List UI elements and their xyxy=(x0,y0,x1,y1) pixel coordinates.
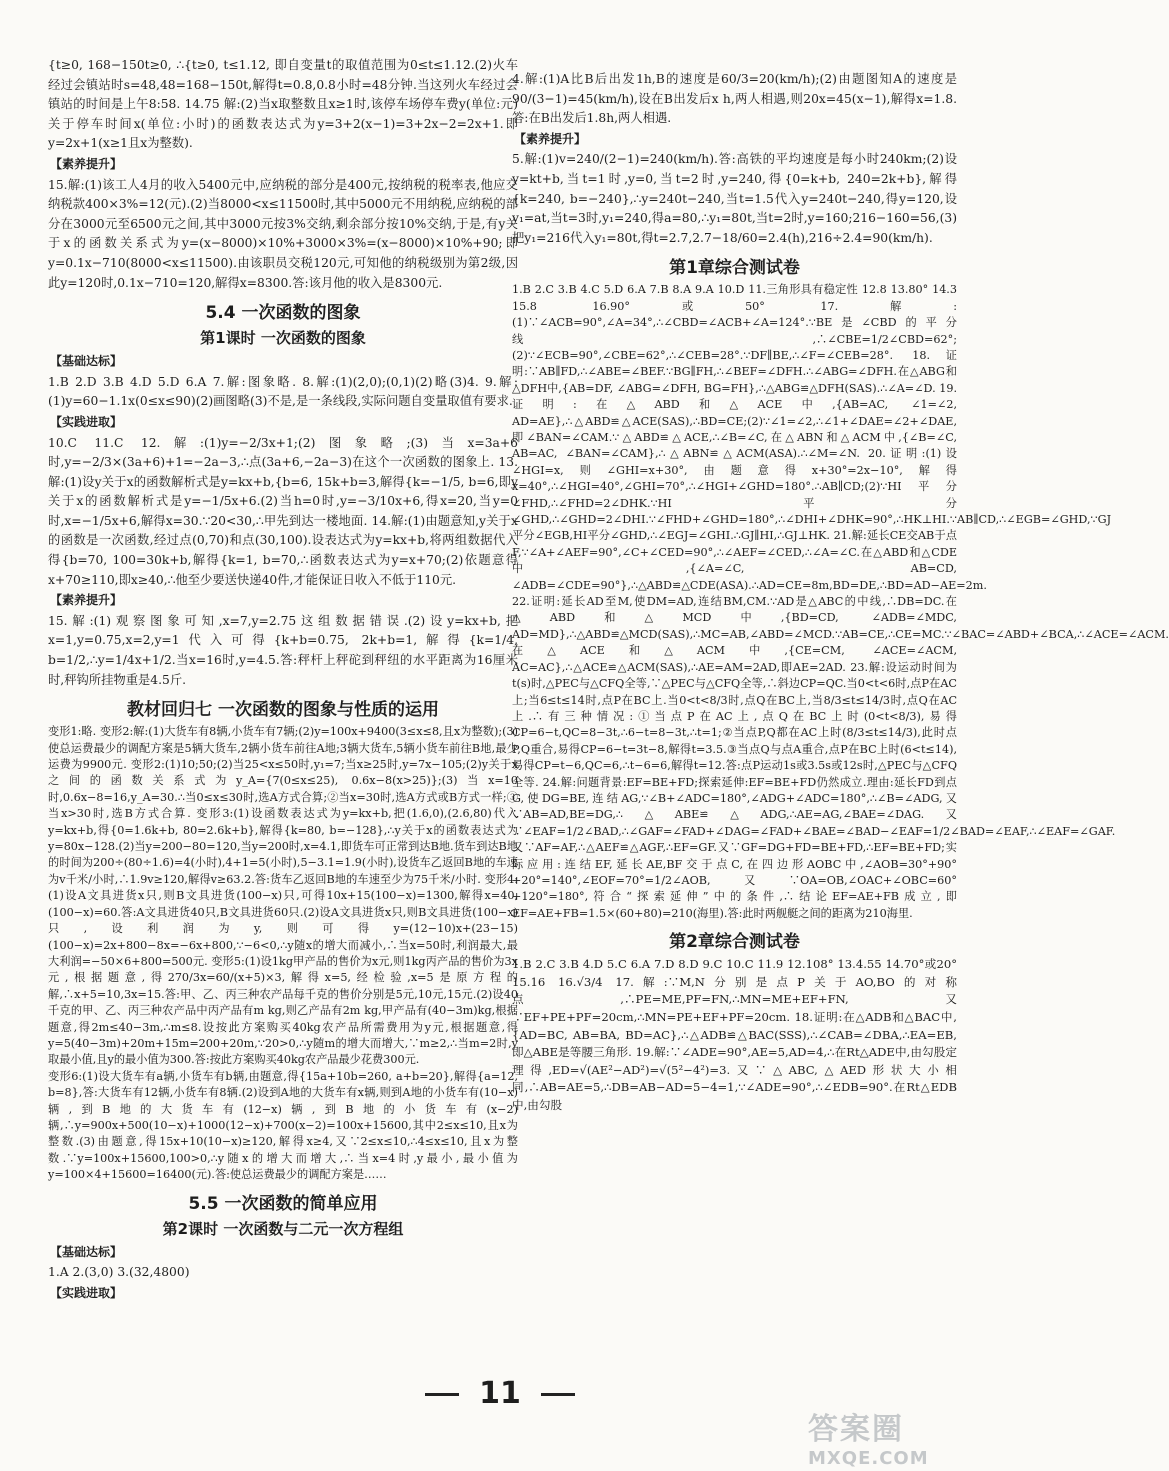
section-tag: 【 基础达标 】 xyxy=(48,352,124,372)
section-tag: 【 素养提升 】 xyxy=(48,591,124,611)
answer-block: 10.C 11.C 12.解:(1)y=−2/3x+1;(2)图象略;(3)当x=3a+6时,y=−2/3×(3a+6)+1=−2a−3,∴点(3a+6,−2a−3)在这个一次函数的图象上. 13.解:(1)设y关于x的函数解析式是y=kx+b,{b=6, 15k+b=3,解得{k=−1/5, b=6,即y关于x的函数解析式是y=−1/5x+6.(2)当h=0时,y=−3/10x+6,得x=20,当y=0时,x=−1/5x+6,解得x=30.∵20<30,∴甲先到达一楼地面. 14.解:(1)由题意知,y关于x的函数是一次函数,经过点(0,70)和点(30,100).设表达式为y=kx+b,将两组数据代入得{b=70, 100=30k+b,解得{k=1, b=70,∴函数表达式为y=x+70;(2)依题意得x+70≥110,即x≥40,∴他至少要送快递40件,才能保证日收入不低于110元. xyxy=(48,435,518,587)
dash-right xyxy=(541,1393,575,1396)
section-title: 5.4 一次函数的图象 xyxy=(205,303,361,324)
page-number-text: 11 xyxy=(479,1376,521,1411)
section-tag: 【 素养提升 】 xyxy=(48,155,124,175)
lesson-title: 第1课时 一次函数的图象 xyxy=(200,329,366,348)
section-title: 第2章综合测试卷 xyxy=(669,932,800,953)
left-column xyxy=(48,56,518,1304)
dash-left xyxy=(425,1393,459,1396)
watermark-logo: 答案圈 xyxy=(808,1412,904,1447)
section-title: 第1章综合测试卷 xyxy=(669,258,800,279)
answer-block: 1.A 2.(3,0) 3.(32,4800) xyxy=(48,1265,190,1280)
answer-block: 15.解:(1)该工人4月的收入5400元中,应纳税的部分是400元,按纳税的税率表,他应交纳税款400×3%=12(元).(2)当8000<x≤11500时,其中5000元不用纳税,应纳税的部分在3000元至6500元之间,其中3000元按3%交纳,剩余部分按10%交纳,于是,有y关于x的函数关系式为y=(x−8000)×10%+3000×3%=(x−8000)×10%+90;即y=0.1x−710(8000<x≤11500).由该职员交税120元,可知他的纳税级别为第2级,因此y=120时,0.1x−710=120,解得x=8300.答:该月他的收入是8300元. xyxy=(48,177,518,290)
answer-block: 变形1:略. 变形2:解:(1)大货车有8辆,小货车有7辆;(2)y=100x+9400(3≤x≤8,且x为整数);(3)使总运费最少的调配方案是5辆大货车,2辆小货车前往A地;3辆大货车,5辆小货车前往B地,最少运费为9900元. 变形2:(1)10;50;(2)当25<x≤50时,y₁=7;当x≥25时,y=7x−105;(2)y关于x之间的函数关系式为y_A={7(0≤x≤25), 0.6x−8(x>25)};(3)当x=10时,0.6x−8=16,y_A=30.∴当0≤x≤30时,选A方式合算;②当x=30时,选A方式或B方式一样;③当x>30时,选B方式合算. 变形3:(1)设函数表达式为y=kx+b,把(1.6,0),(2.6,80)代入y=kx+b,得{0=1.6k+b, 80=2.6k+b},解得{k=80, b=−128},∴y关于x的函数表达式为y=80x−128.(2)当y=200−80=120,当y=200时,x=4.1,即货车可正常到达B地.货车到达B地的时间为200÷(80÷1.6)=4(小时),4+1=5(小时),5−3.1=1.9(小时),设货车乙返回B地的车速为v千米/小时,∴1.9v≥120,解得v≥63.2.答:货车乙返回B地的车速至少为75千米/小时. 变形4:(1)设A文具进货x只,则B文具进货(100−x)只,可得10x+15(100−x)=1300,解得x=40,(100−x)=60.答:A文具进货40只,B文具进货60只.(2)设A文具进货x只,则B文具进货(100−x)只,设利润为y,则可得y=(12−10)x+(23−15)(100−x)=2x+800−8x=−6x+800,∵−6<0,∴y随x的增大而减小,∴当x=50时,利润最大,最大利润=−50×6+800=500元. 变形5:(1)设1kg甲产品的售价为x元,则1kg丙产品的售价为3x元,根据题意,得270/3x=60/(x+5)×3,解得x=5,经检验,x=5是原方程的解,∴x+5=10,3x=15.答:甲、乙、丙三种农产品每千克的售价分别是5元,10元,15元.(2)设40千克的甲、乙、丙三种农产品中丙产品有m kg,则乙产品有2m kg,甲产品有(40−3m)kg,根据题意,得2m≤40−3m,∴m≤8.设按此方案购买40kg农产品所需费用为y元,根据题意,得y=5(40−3m)+20m+15m=200+20m,∵20>0,∴y随m的增大而增大,∵m≥2,∴当m=2时,y取最小值,且y的最小值为300.答:按此方案购买40kg农产品最少花费300元. xyxy=(48,725,518,1067)
answer-block: 变形6:(1)设大货车有a辆,小货车有b辆,由题意,得{15a+10b=260, a+b=20},解得{a=12, b=8},答:大货车有12辆,小货车有8辆.(2)设到A地的大货车有x辆,则到A地的小货车有(10−x)辆,到B地的大货车有(12−x)辆,到B地的小货车有(x−2)辆,∴y=900x+500(10−x)+1000(12−x)+700(x−2)=100x+15600,其中2≤x≤10,且x为整数.(3)由题意,得15x+10(10−x)≥120,解得x≥4,又∵2≤x≤10,∴4≤x≤10,且x为整数.∵y=100x+15600,100>0,∴y随x的增大而增大,∴当x=4时,y最小,最小值为y=100×4+15600=16400(元).答:使总运费最少的调配方案是…… xyxy=(48,1069,518,1182)
section-title: 教材回归七 一次函数的图象与性质的运用 xyxy=(127,700,439,721)
answer-block: 1.B 2.C 3.B 4.C 5.D 6.A 7.B 8.A 9.A 10.D 11.三角形具有稳定性 12.8 13.80° 14.3 15.8 16.90°或50° 17.解:(1)∵∠ACB=90°,∠A=34°,∴∠CBD=∠ACB+∠A=124°.∵BE是∠CBD的平分线,∴∠CBE=1/2∠CBD=62°;(2)∵∠ECB=90°,∠CBE=62°,∴∠CEB=28°.∵DF∥BE,∴∠F=∠CEB=28°. 18.证明:∵AB∥FD,∴∠ABE=∠BEF.∵BG∥FH,∴∠BEF=∠DFH.∴∠ABG=∠DFH.在△ABG和△DFH中,{AB=DF, ∠ABG=∠DFH, BG=FH},∴△ABG≌△DFH(SAS).∴∠A=∠D. 19.证明:在△ABD和△ACE中,{AB=AC, ∠1=∠2, AD=AE},∴△ABD≌△ACE(SAS),∴BD=CE;(2)∵∠1=∠2,∴∠1+∠DAE=∠2+∠DAE,即∠BAN=∠CAM.∵△ABD≌△ACE,∴∠B=∠C,在△ABN和△ACM中,{∠B=∠C, AB=AC, ∠BAN=∠CAM},∴△ABN≌△ACM(ASA).∴∠M=∠N. 20.证明:(1)设∠HGI=x,则∠GHI=x+30°,由题意得x+30°=2x−10°,解得x=40°,∴∠HGI=40°,∠GHI=70°,∴∠HGI+∠GHD=180°.∴AB∥CD;(2)∵HI平分∠FHD,∴∠FHD=2∠DHK.∵HI平分∠GHD,∴∠GHD=2∠DHI.∵∠FHD+∠GHD=180°,∴∠DHI+∠DHK=90°,∴HK⊥HI.∵AB∥CD,∴∠EGB=∠GHD,∵GJ平分∠EGB,HI平分∠GHD,∴∠EGJ=∠GHI.∴GJ∥HI,∴GJ⊥HK. 21.解:延长CE交AB于点F,∵∠A+∠AEF=90°,∠C+∠CED=90°,∴∠AEF=∠CED,∴∠A=∠C.在△ABD和△CDE中,{∠A=∠C, AB=CD, ∠ADB=∠CDE=90°},∴△ABD≌△CDE(ASA).∴AD=CE=8m,BD=DE,∴BD=AD−AE=2m. 22.证明:延长AD至M,使DM=AD,连结BM,CM.∵AD是△ABC的中线,∴DB=DC.在△ABD和△MCD中,{BD=CD, ∠ADB=∠MDC, AD=MD},∴△ABD≌△MCD(SAS),∴MC=AB,∠ABD=∠MCD.∵AB=CE,∴CE=MC.∵∠BAC=∠ABD+∠BCA,∴∠ACE=∠ACM.在△ACE和△ACM中,{CE=CM, ∠ACE=∠ACM, AC=AC},∴△ACE≌△ACM(SAS),∴AE=AM=2AD,即AE=2AD. 23.解:设运动时间为t(s)时,△PEC与△CFQ全等,∵△PEC与△CFQ全等,∴斜边CP=QC.当0<t<6时,点P在AC上;当6≤t≤14时,点P在BC上.当0<t<8/3时,点Q在BC上,当8/3≤t≤14/3时,点Q在AC上.∴有三种情况:①当点P在AC上,点Q在BC上时(0<t<8/3),易得CP=6−t,QC=8−3t,∴6−t=8−3t,∴t=1;②当点P,Q都在AC上时(8/3≤t≤14/3),此时点P,Q重合,易得CP=6−t=3t−8,解得t=3.5.③当点Q与点A重合,点P在BC上时(6<t≤14),易得CP=t−6,QC=6,∴t−6=6,解得t=12.答:点P运动1s或3.5s或12s时,△PEC与△CFQ全等. 24.解:问题背景:EF=BE+FD;探索延伸:EF=BE+FD仍然成立.理由:延长FD到点G,使DG=BE,连结AG,∵∠B+∠ADC=180°,∠ADG+∠ADC=180°,∴∠B=∠ADG,又∵AB=AD,BE=DG,∴△ABE≌△ADG,∴AE=AG,∠BAE=∠DAG.又∵∠EAF=1/2∠BAD,∴∠GAF=∠FAD+∠DAG=∠FAD+∠BAE=∠BAD−∠EAF=1/2∠BAD=∠EAF,∴∠EAF=∠GAF.又∵AF=AF,∴△AEF≌△AGF,∴EF=GF.又∵GF=DG+FD=BE+FD,∴EF=BE+FD;实际应用:连结EF,延长AE,BF交于点C,在四边形AOBC中,∠AOB=30°+90°+20°=140°,∠EOF=70°=1/2∠AOB,又∵OA=OB,∠OAC+∠OBC=60°+120°=180°,符合“探索延伸”中的条件,∴结论EF=AE+FB成立,即EF=AE+FB=1.5×(60+80)=210(海里).答:此时两舰艇之间的距离为210海里. xyxy=(512,283,1169,920)
answer-block: 15.解:(1)观察图象可知,x=7,y=2.75这组数据错误.(2)设y=kx+b,把x=1,y=0.75,x=2,y=1代入可得{k+b=0.75, 2k+b=1,解得{k=1/4, b=1/2,∴y=1/4x+1/2.当x=16时,y=4.5.答:秤杆上秤砣到秤纽的水平距离为16厘米时,秤钩所挂物重是4.5斤. xyxy=(48,613,518,687)
answer-block: 5.解:(1)v=240/(2−1)=240(km/h).答:高铁的平均速度是每小时240km;(2)设y=kt+b,当t=1时,y=0,当t=2时,y=240,得{0=k+b, 240=2k+b},解得{k=240, b=−240},∴y=240t−240,当t=1.5代入y=240t−240,得y=120,设y₁=at,当t=3时,y₁=240,得a=80,∴y₁=80t,当t=2时,y=160;216−160=56,(3)把y₁=216代入y₁=80t,得t=2.7,2.7−18/60=2.4(h),216÷2.4=90(km/h). xyxy=(512,152,957,245)
answer-block: 1.B 2.C 3.B 4.D 5.C 6.A 7.D 8.D 9.C 10.C 11.9 12.108° 13.4.55 14.70°或20° 15.16 16.√3/4 17.解:∵M,N分别是点P关于AO,BO的对称点,∴PE=ME,PF=FN,∴MN=ME+EF+FN,又∵EF+PE+PF=20cm,∴MN=PE+EF+PF=20cm. 18.证明:在△ADB和△BAC中,{AD=BC, AB=BA, BD=AC},∴△ADB≌△BAC(SSS),∴∠CAB=∠DBA,∴EA=EB,即△ABE是等腰三角形. 19.解:∵∠ADE=90°,AE=5,AD=4,∴在Rt△ADE中,由勾股定理得,ED=√(AE²−AD²)=√(5²−4²)=3.又∵△ABC,△AED形状大小相同,∴AB=AE=5,∴DB=AB−AD=5−4=1,∵∠ADE=90°,∴∠EDB=90°.在Rt△EDB中,由勾股 xyxy=(512,957,957,1112)
answer-block: 1.B 2.D 3.B 4.D 5.D 6.A 7.解:图象略. 8.解:(1)(2,0);(0,1)(2)略(3)4. 9.解:(1)y=60−1.1x(0≤x≤90)(2)画图略(3)不是,是一条线段,实际问题自变量取值有要求. xyxy=(48,374,518,409)
section-tag: 【 基础达标 】 xyxy=(48,1243,124,1263)
section-tag: 【 实践进取 】 xyxy=(48,413,124,433)
watermark-url: MXQE.COM xyxy=(808,1448,929,1469)
watermark xyxy=(808,1404,978,1469)
section-tag: 【 实践进取 】 xyxy=(48,1284,124,1304)
answer-block: 4.解:(1)A比B后出发1h,B的速度是60/3=20(km/h);(2)由题图知A的速度是90/(3−1)=45(km/h),设在B出发后x h,两人相遇,则20x=45(x−1),解得x=1.8.答:在B出发后1.8h,两人相遇. xyxy=(512,72,957,126)
lesson-title: 第2课时 一次函数与二元一次方程组 xyxy=(162,1219,404,1238)
right-column xyxy=(512,70,1169,1115)
section-title: 5.5 一次函数的简单应用 xyxy=(188,1193,378,1214)
answer-block: {t≥0, 168−150t≥0, ∴{t≥0, t≤1.12, 即自变量t的取值范围为0≤t≤1.12.(2)火车经过会镇站时s=48,48=168−150t,解得t=0.8,0.8小时=48分钟.当这列火车经过会镇站的时间是上午8:58. 14.75 解:(2)当x取整数且x≥1时,该停车场停车费y(单位:元)关于停车时间x(单位:小时)的函数表达式为y=3+2(x−1)=3+2x−2=2x+1.即y=2x+1(x≥1且x为整数). xyxy=(48,58,518,151)
section-tag: 【 素养提升 】 xyxy=(512,130,588,150)
